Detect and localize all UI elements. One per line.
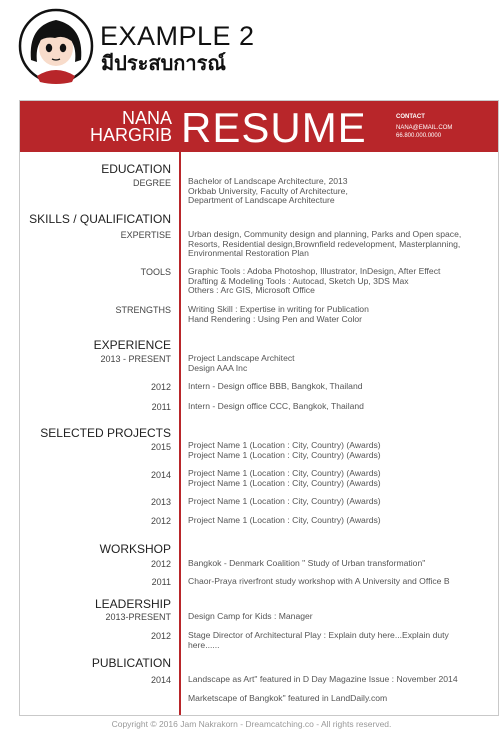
workshop-year: 2012 [150,559,171,569]
page-title: EXAMPLE 2 [100,21,255,51]
project-year: 2012 [150,516,171,526]
contact-block [396,113,452,140]
page-header [0,0,503,92]
section-workshop: WORKSHOP [99,542,171,556]
resume-sheet [19,100,499,716]
workshop-year: 2011 [151,577,171,587]
resume-name [90,110,172,144]
leadership-item: Design Camp for Kids : Manager [188,611,313,621]
avatar-icon [18,8,94,84]
experience-item: Project Landscape Architect Design AAA Inc [188,353,295,373]
section-education: EDUCATION [101,162,171,176]
label-degree: DEGREE [132,178,171,188]
leadership-year: 2013-PRESENT [105,612,171,622]
tools-text: Graphic Tools : Adoba Photoshop, Illustrator, InDesign, After Effect Drafting & Modeling Tools : Autocad, Sketch Up, 3DS Max Others : Arc GIS, Microsoft Office [188,266,441,296]
page-subtitle: มีประสบการณ์ [101,53,226,75]
strengths-text: Writing Skill : Expertise in writing for Publication Hand Rendering : Using Pen and Water Color [188,304,369,324]
contact-phone: 66.800.000.0000 [396,133,442,139]
first-name: NANA [121,108,172,128]
contact-title: CONTACT [396,114,425,120]
project-item: Project Name 1 (Location : City, Country) (Awards) [188,515,381,525]
section-experience: EXPERIENCE [93,338,171,352]
education-text: Bachelor of Landscape Architecture, 2013 Orkbab University, Faculty of Architecture, Department of Landscape Architecture [188,176,348,206]
label-expertise: EXPERTISE [120,230,171,240]
resume-header-band [20,101,498,152]
section-projects: SELECTED PROJECTS [40,426,171,440]
workshop-item: Bangkok - Denmark Coalition " Study of Urban transformation" [188,558,426,568]
project-year: 2013 [150,497,171,507]
project-year: 2015 [150,442,171,452]
publication-year: 2014 [150,675,171,685]
experience-year: 2012 [150,382,171,392]
workshop-item: Chaor-Praya riverfront study workshop with A University and Office B [188,576,450,586]
project-item: Project Name 1 (Location : City, Country) (Awards) Project Name 1 (Location : City, Country) (Awards) [188,468,381,488]
resume-heading: RESUME [181,104,367,151]
experience-item: Intern - Design office BBB, Bangkok, Thailand [188,381,363,391]
publication-item: Landscape as Art" featured in D Day Magazine Issue : November 2014 [188,674,458,684]
experience-item: Intern - Design office CCC, Bangkok, Thailand [188,401,364,411]
experience-year: 2011 [151,402,171,412]
last-name: HARGRIB [89,125,172,145]
leadership-item: Stage Director of Architectural Play : Explain duty here...Explain duty here...... [188,630,449,650]
publication-item: Marketscape of Bangkok" featured in LandDaily.com [188,693,388,703]
experience-year: 2013 - PRESENT [100,354,171,364]
leadership-year: 2012 [150,631,171,641]
project-item: Project Name 1 (Location : City, Country) (Awards) [188,496,381,506]
copyright-footer: Copyright © 2016 Jam Nakrakorn - Dreamcatching.co - All rights reserved. [111,719,392,729]
section-publication: PUBLICATION [91,656,171,670]
project-year: 2014 [150,470,171,480]
section-skills: SKILLS / QUALIFICATION [29,212,171,226]
project-item: Project Name 1 (Location : City, Country) (Awards) Project Name 1 (Location : City, Country) (Awards) [188,440,381,460]
contact-email: NANA@EMAIL.COM [396,125,453,131]
label-tools: TOOLS [140,267,171,277]
section-leadership: LEADERSHIP [94,597,171,611]
label-strengths: STRENGTHS [115,305,171,315]
expertise-text: Urban design, Community design and planning, Parks and Open space, Resorts, Residential design,Brownfield redevelopment, Masterplanning, Environmental Restoration Plan [188,229,462,259]
divider-line [179,152,181,715]
